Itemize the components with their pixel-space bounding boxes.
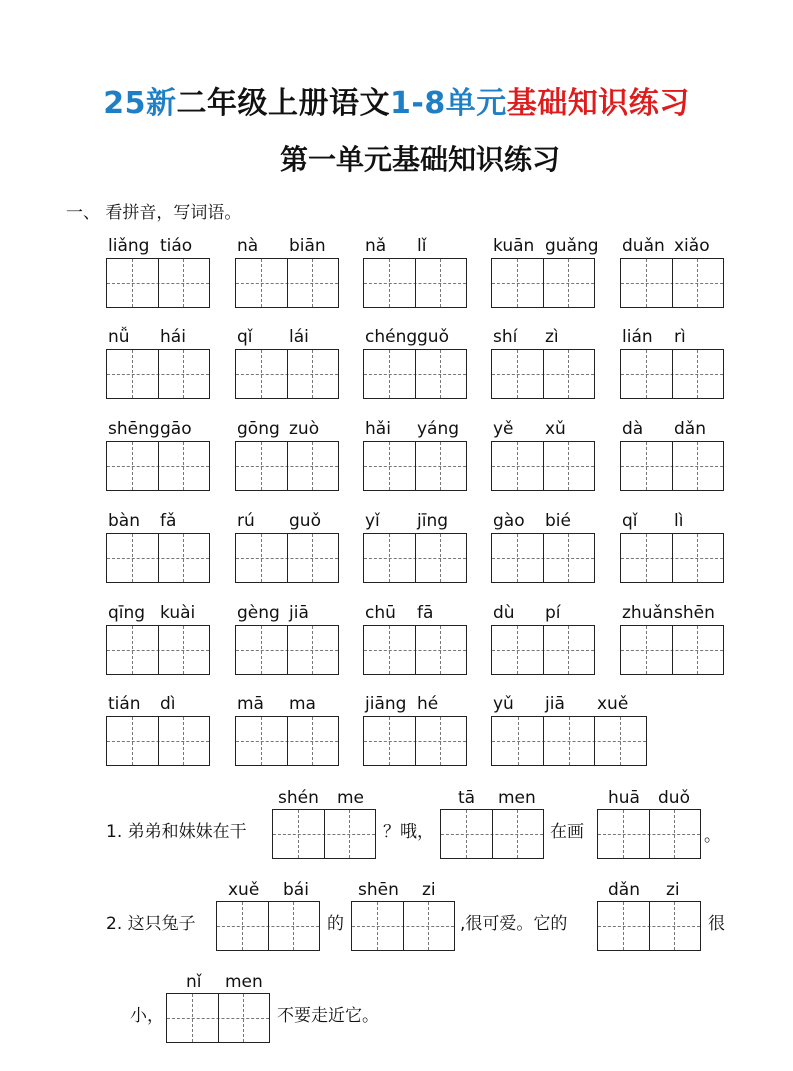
pinyin-syllable: huā: [608, 788, 640, 808]
sentence-2-label: 2. 这只兔子: [106, 914, 196, 934]
pinyin-syllable: hǎi: [365, 419, 391, 439]
writing-grid[interactable]: [620, 533, 724, 583]
writing-grid[interactable]: [235, 441, 339, 491]
writing-grid[interactable]: [491, 349, 595, 399]
pinyin-syllable: tā: [458, 788, 476, 808]
pinyin-syllable: xiǎo: [674, 236, 710, 256]
writing-grid[interactable]: [363, 625, 467, 675]
pinyin-syllable: yǐ: [365, 511, 380, 531]
writing-grid[interactable]: [363, 349, 467, 399]
pinyin-syllable: qǐ: [237, 327, 253, 347]
writing-grid[interactable]: [106, 258, 210, 308]
sentence-2-line2-end: 不要走近它。: [277, 1006, 379, 1026]
pinyin-syllable: lái: [289, 327, 309, 347]
pinyin-syllable: bié: [545, 511, 571, 531]
sentence-1-label: 1. 弟弟和妹妹在干: [106, 822, 247, 842]
pinyin-syllable: shén: [278, 788, 319, 808]
pinyin-syllable: xuě: [228, 880, 260, 900]
pinyin-syllable: dǎn: [608, 880, 640, 900]
pinyin-syllable: kuài: [160, 603, 196, 623]
pinyin-syllable: liǎng: [108, 236, 150, 256]
writing-grid[interactable]: [620, 349, 724, 399]
pinyin-syllable: chéng: [365, 327, 418, 347]
pinyin-syllable: zhuǎn: [622, 603, 674, 623]
pinyin-syllable: rú: [237, 511, 255, 531]
sentence-1-end: 。: [704, 826, 721, 846]
pinyin-syllable: qīng: [108, 603, 146, 623]
writing-grid[interactable]: [235, 716, 339, 766]
writing-grid[interactable]: [491, 441, 595, 491]
pinyin-syllable: rì: [674, 327, 686, 347]
pinyin-syllable: nà: [237, 236, 259, 256]
pinyin-syllable: dì: [160, 694, 176, 714]
writing-grid[interactable]: [235, 625, 339, 675]
writing-grid[interactable]: [597, 901, 701, 951]
title-part-4: 基础知识练习: [506, 86, 690, 121]
writing-grid[interactable]: [620, 625, 724, 675]
pinyin-syllable: tiáo: [160, 236, 193, 256]
sentence-1-text: ？哦，: [383, 822, 434, 842]
title-part-1: 25新: [103, 86, 177, 121]
pinyin-syllable: me: [337, 788, 365, 808]
pinyin-syllable: biān: [289, 236, 326, 256]
pinyin-syllable: nǚ: [108, 327, 130, 347]
pinyin-syllable: gèng: [237, 603, 280, 623]
pinyin-syllable: xǔ: [545, 419, 566, 439]
writing-grid[interactable]: [620, 441, 724, 491]
writing-grid[interactable]: [491, 258, 595, 308]
writing-grid[interactable]: [351, 901, 455, 951]
pinyin-syllable: shēng: [108, 419, 160, 439]
writing-grid[interactable]: [166, 993, 270, 1043]
pinyin-syllable: jiā: [289, 603, 309, 623]
sentence-2-end: 很: [708, 914, 725, 934]
pinyin-syllable: nǐ: [186, 972, 202, 992]
writing-grid[interactable]: [272, 809, 376, 859]
pinyin-syllable: tián: [108, 694, 141, 714]
writing-grid[interactable]: [106, 625, 210, 675]
pinyin-syllable: lì: [674, 511, 684, 531]
writing-grid[interactable]: [106, 533, 210, 583]
pinyin-syllable: yǔ: [493, 694, 514, 714]
sentence-1-text: 在画: [550, 822, 584, 842]
pinyin-syllable: lǐ: [417, 236, 427, 256]
pinyin-syllable: guǎng: [545, 236, 599, 256]
section-heading: 一、 看拼音，写词语。: [66, 203, 242, 223]
writing-grid[interactable]: [216, 901, 320, 951]
pinyin-syllable: gào: [493, 511, 525, 531]
pinyin-syllable: duǎn: [622, 236, 665, 256]
pinyin-syllable: kuān: [493, 236, 535, 256]
pinyin-syllable: yáng: [417, 419, 460, 439]
writing-grid[interactable]: [597, 809, 701, 859]
writing-grid[interactable]: [491, 533, 595, 583]
pinyin-syllable: shí: [493, 327, 518, 347]
writing-grid[interactable]: [440, 809, 544, 859]
pinyin-syllable: pí: [545, 603, 561, 623]
writing-grid[interactable]: [106, 349, 210, 399]
writing-grid[interactable]: [363, 258, 467, 308]
pinyin-syllable: zi: [666, 880, 680, 900]
pinyin-syllable: bái: [283, 880, 309, 900]
pinyin-syllable: dǎn: [674, 419, 706, 439]
writing-grid[interactable]: [106, 441, 210, 491]
writing-grid[interactable]: [491, 625, 595, 675]
pinyin-syllable: zuò: [289, 419, 320, 439]
writing-grid[interactable]: [620, 258, 724, 308]
pinyin-syllable: jiāng: [365, 694, 407, 714]
pinyin-syllable: duǒ: [658, 788, 690, 808]
pinyin-syllable: shēn: [674, 603, 715, 623]
pinyin-syllable: nǎ: [365, 236, 387, 256]
pinyin-syllable: men: [498, 788, 536, 808]
writing-grid[interactable]: [363, 441, 467, 491]
pinyin-syllable: hé: [417, 694, 439, 714]
pinyin-syllable: hái: [160, 327, 186, 347]
pinyin-syllable: lián: [622, 327, 653, 347]
pinyin-syllable: ma: [289, 694, 316, 714]
pinyin-syllable: fǎ: [160, 511, 177, 531]
sentence-2-line2-start: 小，: [130, 1006, 164, 1026]
writing-grid[interactable]: [363, 716, 467, 766]
writing-grid[interactable]: [235, 533, 339, 583]
writing-grid[interactable]: [491, 716, 647, 766]
writing-grid[interactable]: [106, 716, 210, 766]
pinyin-syllable: xuě: [597, 694, 629, 714]
pinyin-syllable: guǒ: [417, 327, 449, 347]
pinyin-syllable: dù: [493, 603, 515, 623]
title-part-2: 二年级上册语文: [176, 86, 391, 121]
pinyin-syllable: fā: [417, 603, 434, 623]
pinyin-syllable: gāo: [160, 419, 192, 439]
writing-grid[interactable]: [363, 533, 467, 583]
pinyin-syllable: qǐ: [622, 511, 638, 531]
pinyin-syllable: men: [225, 972, 263, 992]
page-title: [0, 78, 793, 122]
pinyin-syllable: chū: [365, 603, 396, 623]
sentence-2-text: 的: [327, 914, 344, 934]
pinyin-syllable: zì: [545, 327, 559, 347]
pinyin-syllable: jiā: [545, 694, 565, 714]
writing-grid[interactable]: [235, 258, 339, 308]
title-part-3: 1-8单元: [390, 86, 507, 121]
sentence-2-text: ,很可爱。它的: [460, 914, 568, 934]
pinyin-syllable: jīng: [417, 511, 449, 531]
pinyin-syllable: dà: [622, 419, 644, 439]
pinyin-syllable: yě: [493, 419, 514, 439]
unit-subtitle: 第一单元基础知识练习: [280, 143, 561, 176]
pinyin-syllable: shēn: [358, 880, 399, 900]
writing-grid[interactable]: [235, 349, 339, 399]
pinyin-syllable: zi: [422, 880, 436, 900]
pinyin-syllable: gōng: [237, 419, 280, 439]
pinyin-syllable: guǒ: [289, 511, 321, 531]
pinyin-syllable: bàn: [108, 511, 140, 531]
pinyin-syllable: mā: [237, 694, 264, 714]
